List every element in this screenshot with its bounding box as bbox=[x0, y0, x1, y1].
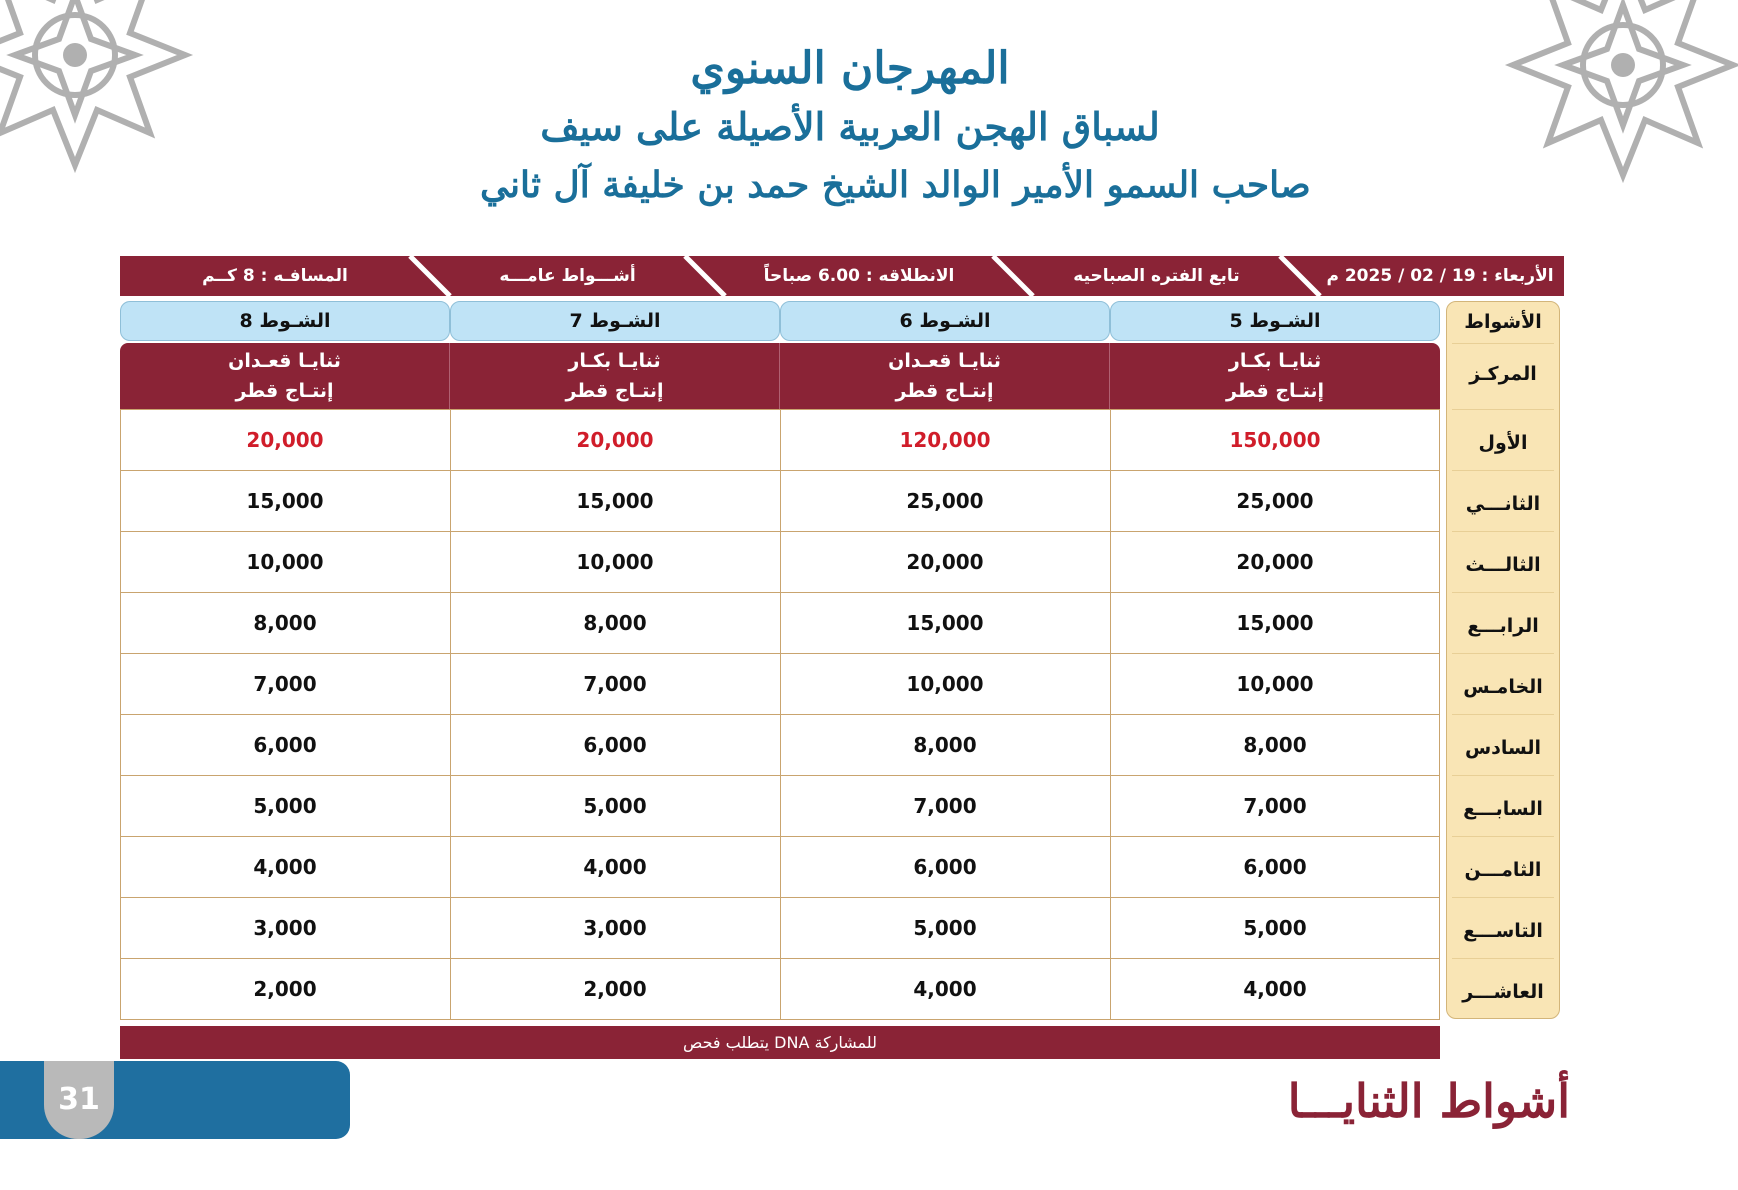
prize-cell: 2,000 bbox=[583, 977, 647, 1001]
prize-cell: 4,000 bbox=[583, 855, 647, 879]
start-time-text: الانطلاقه : 6.00 صباحاً bbox=[763, 266, 955, 286]
heat-header: الشـوط 6 bbox=[780, 301, 1110, 341]
prize-cell: 4,000 bbox=[913, 977, 977, 1001]
place-label: الخامـس bbox=[1463, 676, 1543, 698]
prize-cell: 5,000 bbox=[1243, 916, 1307, 940]
prize-cell: 7,000 bbox=[1243, 794, 1307, 818]
prize-cell: 6,000 bbox=[1243, 855, 1307, 879]
place-label: العاشـــر bbox=[1462, 981, 1544, 1003]
heat-header: الشـوط 5 bbox=[1110, 301, 1440, 341]
heats-label: الأشواط bbox=[1464, 311, 1542, 333]
place-label: الرابـــع bbox=[1467, 615, 1539, 637]
category-origin: إنتـاج قطر bbox=[565, 380, 664, 402]
prize-cell: 20,000 bbox=[246, 428, 324, 452]
heat-header: الشـوط 8 bbox=[120, 301, 450, 341]
prize-cell: 15,000 bbox=[906, 611, 984, 635]
prize-cell: 15,000 bbox=[246, 489, 324, 513]
prize-cell: 6,000 bbox=[583, 733, 647, 757]
place-label: الثالـــث bbox=[1465, 554, 1541, 576]
place-label: الأول bbox=[1478, 432, 1528, 454]
category-origin: إنتـاج قطر bbox=[235, 380, 334, 402]
period-text: تابع الفتره الصباحيه bbox=[1073, 266, 1240, 286]
category-cell bbox=[120, 343, 450, 409]
prize-cell: 2,000 bbox=[253, 977, 317, 1001]
prize-cell: 5,000 bbox=[583, 794, 647, 818]
prize-cell: 7,000 bbox=[253, 672, 317, 696]
race-info-bar bbox=[120, 256, 1564, 296]
prize-cell: 5,000 bbox=[913, 916, 977, 940]
category-cell bbox=[1110, 343, 1440, 409]
prize-cell: 3,000 bbox=[253, 916, 317, 940]
prize-cell: 8,000 bbox=[913, 733, 977, 757]
ornament-left-icon bbox=[0, 0, 190, 190]
title-line-2: لسباق الهجن العربية الأصيلة على سيف bbox=[540, 104, 1160, 149]
prize-cell: 4,000 bbox=[253, 855, 317, 879]
category-line: ثنايـا قعـدان bbox=[228, 350, 341, 372]
category-line: ثنايـا بكـار bbox=[1228, 350, 1322, 372]
dna-note: يتطلب فحص DNA للمشاركة bbox=[120, 1026, 1440, 1059]
prize-cell: 3,000 bbox=[583, 916, 647, 940]
prize-cell: 7,000 bbox=[583, 672, 647, 696]
title-line-1: المهرجان السنوي bbox=[690, 43, 1010, 94]
prize-cell: 5,000 bbox=[253, 794, 317, 818]
page-number: 31 bbox=[44, 1061, 114, 1139]
place-label: الثامـــن bbox=[1464, 859, 1542, 881]
heat-header: الشـوط 7 bbox=[450, 301, 780, 341]
prize-cell: 4,000 bbox=[1243, 977, 1307, 1001]
prize-cell: 10,000 bbox=[246, 550, 324, 574]
category-label: المركـز bbox=[1469, 363, 1537, 385]
category-line: ثنايـا بكـار bbox=[568, 350, 661, 372]
prize-cell: 8,000 bbox=[583, 611, 647, 635]
prize-cell: 8,000 bbox=[253, 611, 317, 635]
prize-cell: 10,000 bbox=[1236, 672, 1314, 696]
prize-cell: 15,000 bbox=[576, 489, 654, 513]
category-cell bbox=[450, 343, 780, 409]
prize-cell: 6,000 bbox=[253, 733, 317, 757]
ornament-right-icon bbox=[1508, 0, 1738, 200]
place-label: السابـــع bbox=[1463, 798, 1543, 820]
prize-cell: 25,000 bbox=[1236, 489, 1314, 513]
category-cell bbox=[780, 343, 1110, 409]
category-origin: إنتـاج قطر bbox=[895, 380, 994, 402]
prize-cell: 10,000 bbox=[576, 550, 654, 574]
prize-cell: 7,000 bbox=[913, 794, 977, 818]
prize-cell: 20,000 bbox=[576, 428, 654, 452]
prize-cell: 6,000 bbox=[913, 855, 977, 879]
prize-cell: 150,000 bbox=[1229, 428, 1321, 452]
prize-cell: 8,000 bbox=[1243, 733, 1307, 757]
festival-title bbox=[480, 40, 1311, 214]
prize-cell: 15,000 bbox=[1236, 611, 1314, 635]
section-title: أشواط الثنايـــا bbox=[1287, 1074, 1570, 1128]
category-line: ثنايـا قعـدان bbox=[888, 350, 1001, 372]
date-text: الأربعاء : 19 / 02 / 2025 م bbox=[1326, 266, 1554, 286]
place-label: التاســـع bbox=[1463, 920, 1543, 942]
title-line-3: صاحب السمو الأمير الوالد الشيخ حمد بن خليفة آل ثاني bbox=[480, 164, 1311, 206]
prize-cell: 25,000 bbox=[906, 489, 984, 513]
prize-cell: 20,000 bbox=[1236, 550, 1314, 574]
prize-cell: 10,000 bbox=[906, 672, 984, 696]
category-origin: إنتـاج قطر bbox=[1225, 380, 1325, 402]
race-type-text: أشـــواط عامـــه bbox=[499, 266, 636, 286]
distance-text: المسافـه : 8 كــم bbox=[202, 266, 348, 286]
prize-cell: 20,000 bbox=[906, 550, 984, 574]
prize-cell: 120,000 bbox=[899, 428, 991, 452]
place-label: السادس bbox=[1464, 737, 1542, 759]
place-label: الثانـــي bbox=[1465, 493, 1541, 515]
